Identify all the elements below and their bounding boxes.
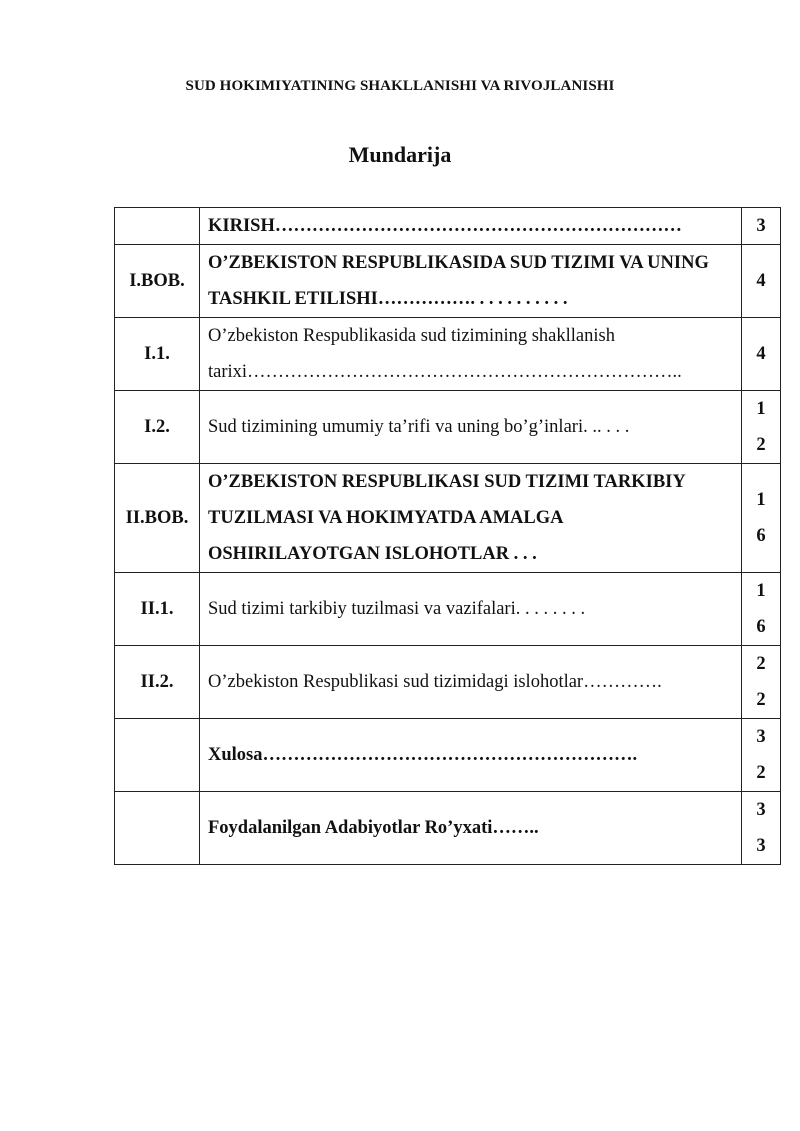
toc-row-number — [115, 792, 200, 865]
toc-row-xulosa — [115, 719, 781, 792]
toc-row-page: 22 — [742, 646, 781, 719]
document-title: SUD HOKIMIYATINING SHAKLLANISHI VA RIVOJLANISHI — [185, 78, 615, 94]
toc-row-adabiyotlar — [115, 792, 781, 865]
toc-row-page: 16 — [742, 573, 781, 646]
toc-row-section-1-1 — [115, 318, 781, 391]
toc-row-page: 33 — [742, 792, 781, 865]
toc-row-number — [115, 208, 200, 245]
toc-row-number — [115, 719, 200, 792]
toc-row-title: Sud tizimi tarkibiy tuzilmasi va vazifalari. . . . . . . . — [200, 573, 742, 646]
toc-row-number: II.1. — [115, 573, 200, 646]
toc-row-number: I.BOB. — [115, 245, 200, 318]
toc-row-title: O’ZBEKISTON RESPUBLIKASIDA SUD TIZIMI VA UNING TASHKIL ETILISHI……………. . . . . . . . . . . — [200, 245, 742, 318]
toc-row-title: O’ZBEKISTON RESPUBLIKASI SUD TIZIMI TARKIBIY TUZILMASI VA HOKIMYATDA AMALGA OSHIRILAYOTGAN ISLOHOTLAR . . . — [200, 464, 742, 573]
toc-heading: Mundarija — [348, 142, 452, 167]
toc-row-page: 4 — [742, 318, 781, 391]
toc-row-title: O’zbekiston Respublikasida sud tizimining shakllanish tarixi…………………………………………………………….. — [200, 318, 742, 391]
toc-row-page: 4 — [742, 245, 781, 318]
toc-row-number: I.2. — [115, 391, 200, 464]
toc-row-section-2-1 — [115, 573, 781, 646]
table-of-contents — [114, 207, 781, 865]
toc-row-number: II.BOB. — [115, 464, 200, 573]
toc-row-page: 12 — [742, 391, 781, 464]
toc-row-page: 3 — [742, 208, 781, 245]
toc-row-title: KIRISH………………………………………………………… — [200, 208, 742, 245]
toc-row-page: 16 — [742, 464, 781, 573]
toc-row-title: Xulosa……………………………………………………. — [200, 719, 742, 792]
toc-row-title: O’zbekiston Respublikasi sud tizimidagi islohotlar…………. — [200, 646, 742, 719]
toc-row-number: II.2. — [115, 646, 200, 719]
toc-row-page: 32 — [742, 719, 781, 792]
toc-row-title: Foydalanilgan Adabiyotlar Ro’yxati…….. — [200, 792, 742, 865]
toc-row-section-1-2 — [115, 391, 781, 464]
toc-row-chapter-1 — [115, 245, 781, 318]
toc-row-title: Sud tizimining umumiy ta’rifi va uning bo’g’inlari. .. . . . — [200, 391, 742, 464]
toc-row-number: I.1. — [115, 318, 200, 391]
toc-row-kirish — [115, 208, 781, 245]
toc-row-section-2-2 — [115, 646, 781, 719]
toc-row-chapter-2 — [115, 464, 781, 573]
